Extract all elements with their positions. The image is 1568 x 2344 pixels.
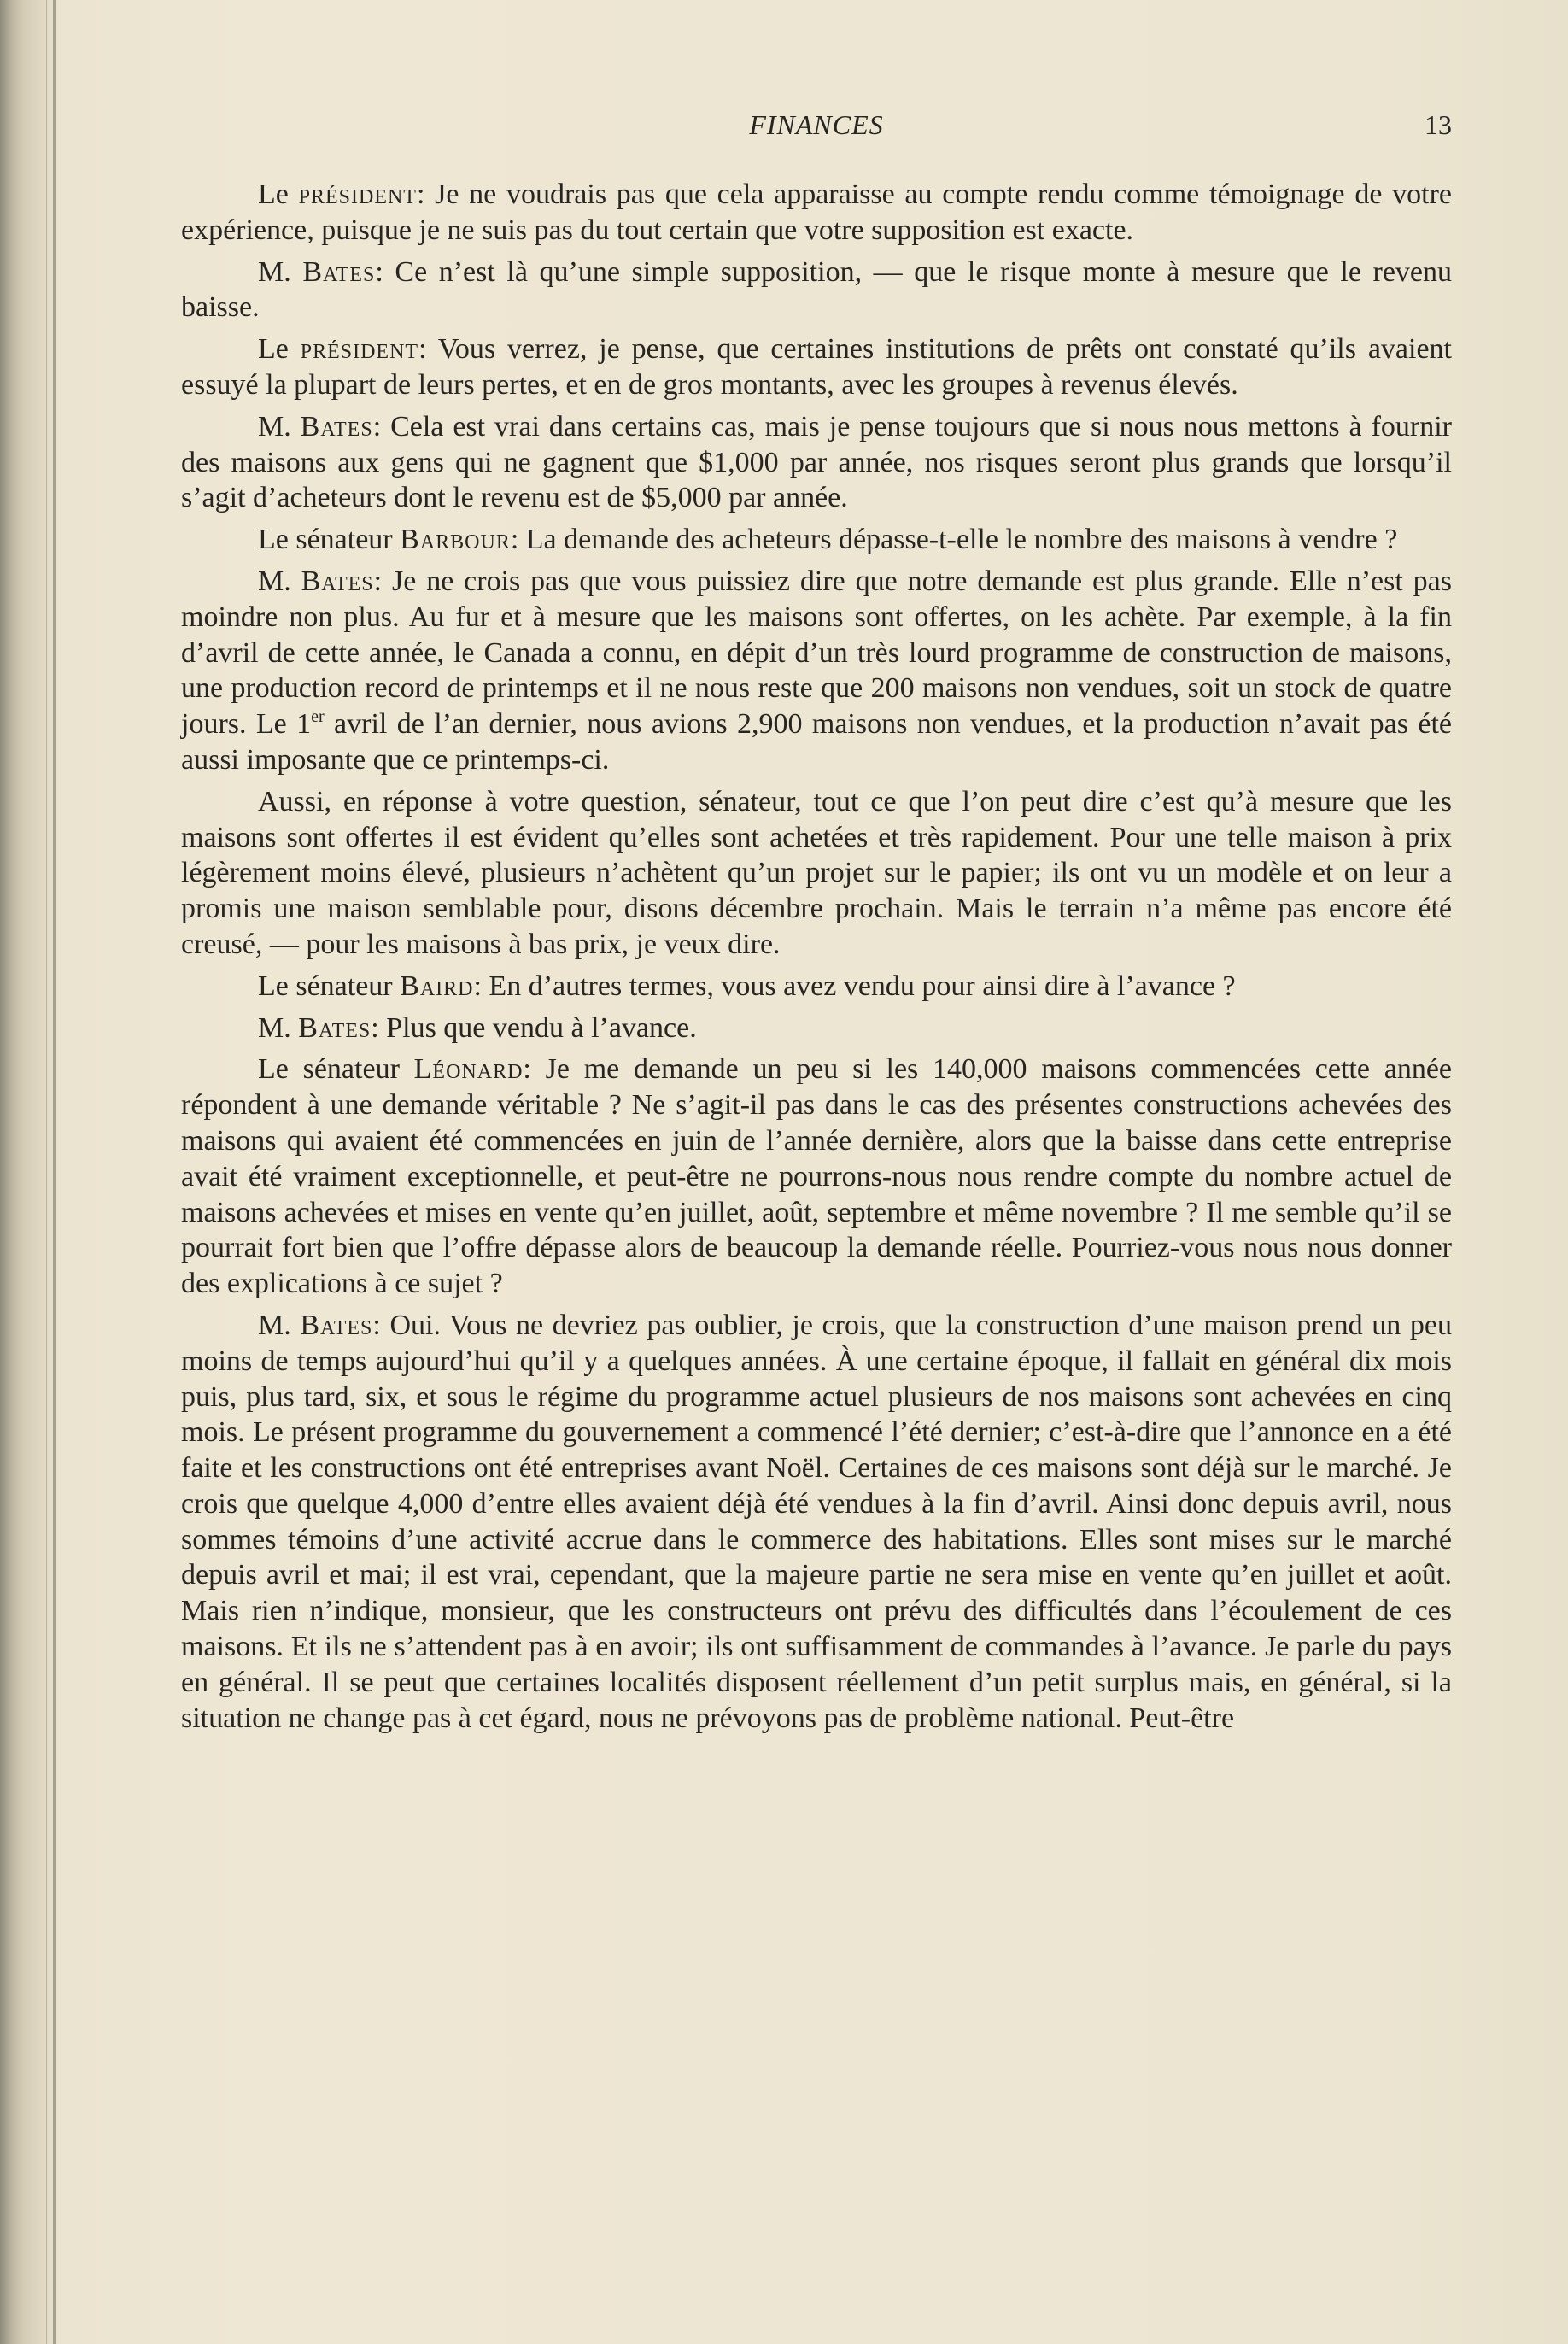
paragraph — [181, 1011, 1452, 1046]
page-number: 13 — [1425, 109, 1452, 140]
paragraph-text: : Cela est vrai dans certains cas, mais je pense toujours que si nous nous mettons à fournir des maisons aux gens qui ne gagnent que $1,000 par année, nos risques seront plus grands que lorsqu’il s’agit d’acheteurs dont le revenu est de $5,000 par année. — [181, 410, 1452, 514]
paragraph — [181, 409, 1452, 516]
book-gutter — [0, 0, 60, 2344]
speaker-name: Bates — [302, 255, 376, 288]
speaker-prefix: M. — [258, 565, 301, 597]
speaker-prefix: Le sénateur — [258, 970, 401, 1002]
paragraph-text: : Oui. Vous ne devriez pas oublier, je crois, que la construction d’une maison prend un peu moins de temps aujourd’hui qu’il y a quelques années. À une certaine époque, il fallait en général dix mois puis, plus tard, six, et sous le régime du programme actuel plusieurs de nos maisons sont achevées en cinq mois. Le présent programme du gouvernement a commencé l’été dernier; c’est-à-dire que l’annonce en a été faite et les constructions ont été entreprises avant Noël. Certaines de ces maisons sont déjà sur le marché. Je crois que quelque 4,000 d’entre elles avaient déjà été vendues à la fin d’avril. Ainsi donc depuis avril, nous sommes témoins d’une activité accrue dans le commerce des habitations. Elles sont mises sur le marché depuis avril et mai; il est vrai, cependant, que la majeure partie ne sera mise en vente qu’en juillet et août. Mais rien n’indique, monsieur, que les constructeurs ont prévu des difficultés dans l’écoulement de ces maisons. Et ils ne s’attendent pas à en avoir; ils ont suffisamment de commandes à l’avance. Je parle du pays en général. Il se peut que certaines localités disposent réellement d’un petit surplus mais, en général, si la situation ne change pas à cet égard, nous ne prévoyons pas de problème national. Peut-être — [181, 1309, 1452, 1734]
paragraph-text: : En d’autres termes, vous avez vendu pour ainsi dire à l’avance ? — [473, 970, 1236, 1002]
paragraph — [181, 177, 1452, 249]
paragraph — [181, 784, 1452, 963]
speaker-prefix: Le sénateur — [258, 524, 401, 556]
speaker-name: Bates — [300, 1309, 373, 1341]
speaker-name: président — [298, 179, 417, 210]
paragraph — [181, 331, 1452, 403]
superscript-ordinal: er — [311, 707, 325, 727]
paragraph-text: : Plus que vendu à l’avance. — [371, 1011, 697, 1044]
speaker-prefix: M. — [258, 1011, 299, 1044]
speaker-prefix: M. — [258, 255, 303, 288]
speaker-name: Bates — [300, 410, 373, 442]
paragraph-text: : La demande des acheteurs dépasse-t-elle le nombre des maisons à vendre ? — [510, 524, 1398, 556]
speaker-name: Baird — [400, 970, 474, 1002]
running-head: FINANCES — [749, 109, 884, 140]
speaker-name: président — [300, 333, 419, 366]
speaker-prefix: Le — [258, 333, 301, 366]
paragraph — [181, 255, 1452, 326]
gutter-shadow-line — [46, 0, 47, 2344]
gutter-binding-line — [53, 0, 56, 2344]
paragraph-text: : Je me demande un peu si les 140,000 maisons commencées cette année répondent à une demande véritable ? Ne s’agit-il pas dans le cas des présentes constructions achevées des maisons qui avaient été commencées en juin de l’année dernière, alors que la baisse dans cette entreprise avait été vraiment exceptionnelle, et peut-être ne pourrons-nous nous rendre compte du nombre actuel de maisons achevées et mises en vente qu’en juillet, août, septembre et même novembre ? Il me semble qu’il se pourrait fort bien que l’offre dépasse alors de beaucoup la demande réelle. Pourriez-vous nous nous donner des explications à ce sujet ? — [181, 1053, 1452, 1300]
speaker-prefix: Le — [258, 179, 299, 210]
speaker-name: Barbour — [400, 524, 511, 556]
speaker-prefix: M. — [258, 410, 301, 442]
paragraph-text: Aussi, en réponse à votre question, sénateur, tout ce que l’on peut dire c’est qu’à mesure que les maisons sont offertes il est évident qu’elles sont achetées et très rapidement. Pour une telle maison à prix légèrement moins élevé, plusieurs n’achètent qu’un projet sur le papier; ils ont vu un modèle et on leur a promis une maison semblable pour, disons décembre prochain. Mais le terrain n’a même pas encore été creusé, — pour les maisons à bas prix, je veux dire. — [181, 785, 1452, 960]
speaker-prefix: Le sénateur — [258, 1053, 414, 1086]
transcript-body — [181, 177, 1452, 1742]
paragraph-text: : Je ne crois pas que vous puissiez dire que notre demande est plus grande. Elle n’est pas moindre non plus. Au fur et à mesure que les maisons sont offertes, on les achète. Par exemple, à la fin d’avril de cette année, le Canada a connu, en dépit d’un très lourd programme de construction de maisons, une production record de printemps et il ne nous reste que 200 maisons non vendues, soit un stock de quatre jours. Le 1 — [181, 565, 1452, 741]
paragraph — [181, 522, 1452, 558]
page-header — [181, 109, 1452, 147]
speaker-name: Léonard — [413, 1053, 524, 1086]
paragraph — [181, 1052, 1452, 1302]
paragraph-text: : Vous verrez, je pense, que certaines institutions de prêts ont constaté qu’ils avaient essuyé la plupart de leurs pertes, et en de gros montants, avec les groupes à revenus élevés. — [181, 333, 1452, 401]
speaker-name: Bates — [301, 565, 374, 597]
speaker-prefix: M. — [258, 1309, 301, 1341]
paragraph-text: : Ce n’est là qu’une simple supposition, — que le risque monte à mesure que le revenu baisse. — [181, 255, 1453, 324]
paragraph-text: : Je ne voudrais pas que cela apparaisse au compte rendu comme témoignage de votre expérience, puisque je ne suis pas du tout certain que votre supposition est exacte. — [181, 179, 1453, 246]
paragraph — [181, 564, 1452, 778]
speaker-name: Bates — [298, 1011, 372, 1044]
paragraph — [181, 1308, 1452, 1737]
paragraph — [181, 969, 1452, 1005]
paragraph-text: avril de l’an dernier, nous avions 2,900 maisons non vendues, et la production n’avait pas été aussi imposante que ce printemps-ci. — [181, 708, 1452, 776]
